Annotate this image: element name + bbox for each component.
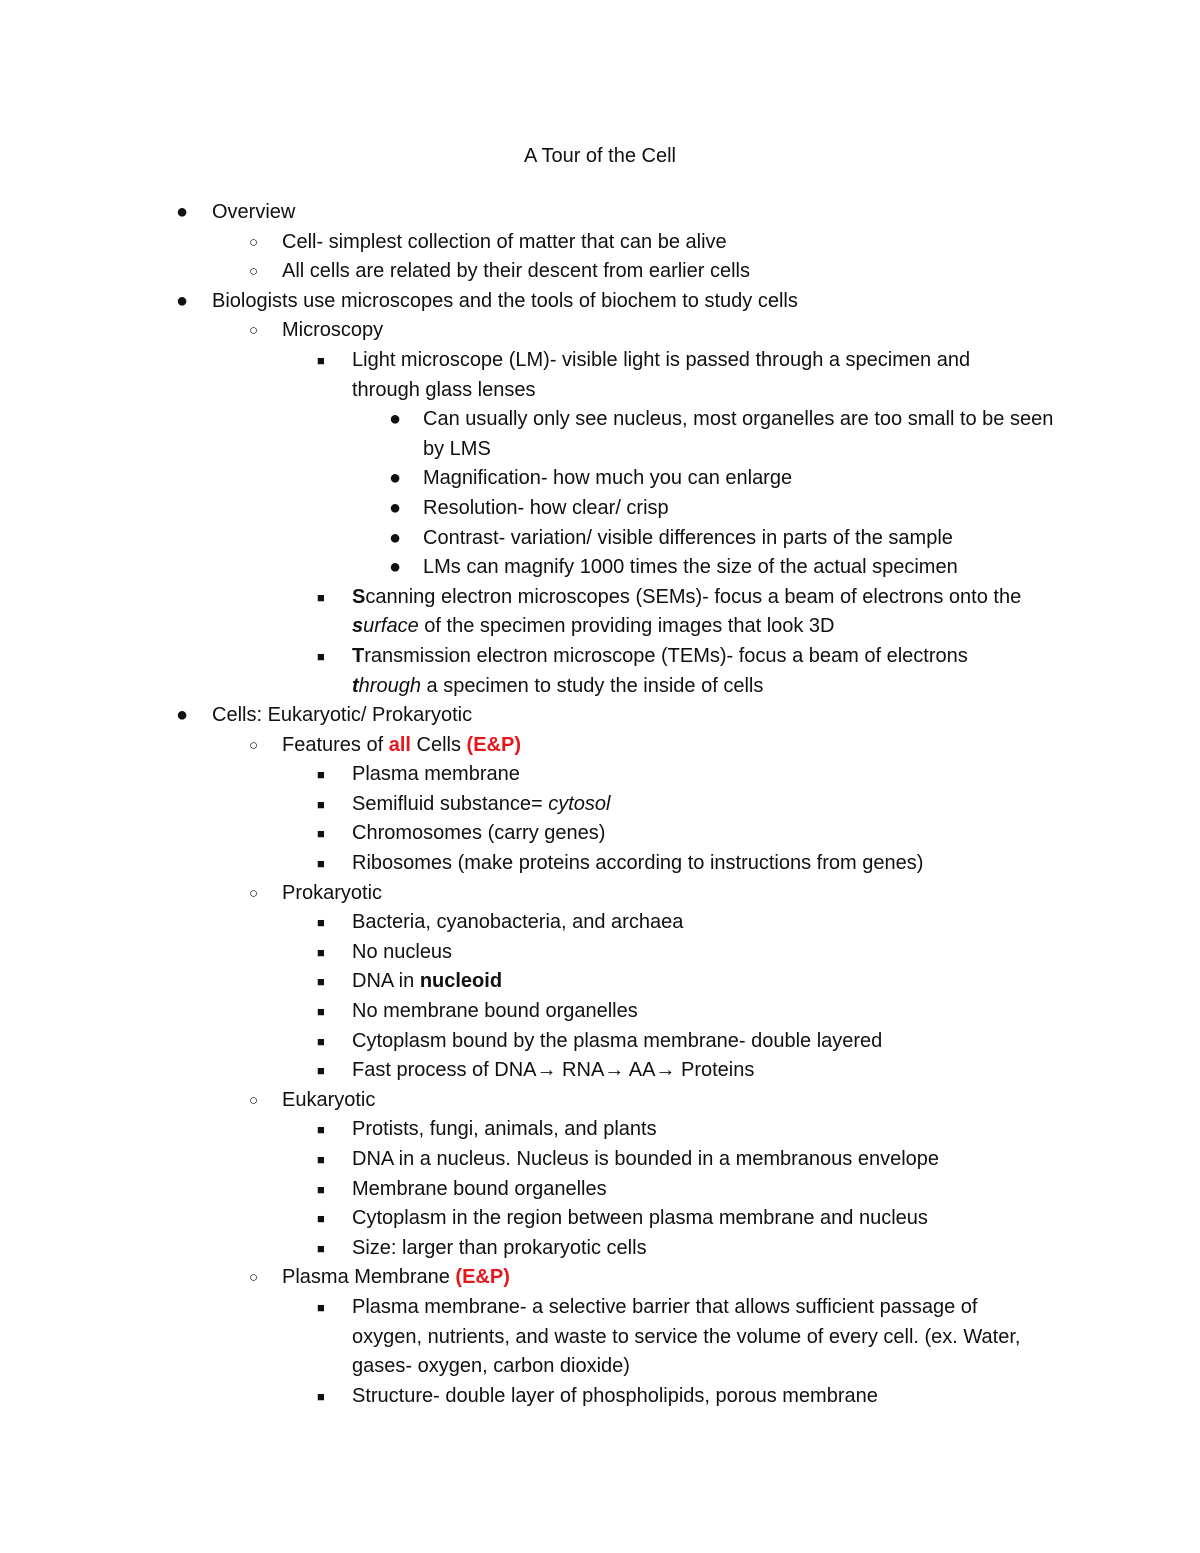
list-text: No membrane bound organelles	[352, 1000, 638, 1023]
list-item	[0, 908, 1200, 938]
list-text: Membrane bound organelles	[352, 1177, 607, 1200]
list-text: Magnification- how much you can enlarge	[423, 467, 793, 490]
hollow-bullet-icon: ○	[249, 1091, 259, 1109]
hollow-bullet-icon: ○	[249, 736, 259, 754]
ep-tag: (E&P)	[466, 733, 521, 756]
emphasis-initial: t	[352, 674, 359, 697]
list-item	[0, 1382, 1200, 1412]
square-bullet-icon: ■	[317, 1388, 325, 1404]
subsection-heading: Microscopy	[282, 319, 384, 342]
text-run: Cells	[410, 733, 467, 756]
emphasis-initial: s	[352, 615, 364, 638]
list-item	[0, 464, 1200, 494]
list-item	[0, 583, 1200, 642]
list-item	[0, 997, 1200, 1027]
emphasis-text: hrough	[358, 674, 421, 697]
list-text: Cell- simplest collection of matter that can be alive	[282, 230, 727, 253]
outline	[0, 198, 1200, 1411]
square-bullet-icon: ■	[317, 1152, 325, 1167]
list-item	[0, 1175, 1200, 1205]
ep-tag: (E&P)	[455, 1266, 510, 1289]
list-item	[0, 287, 1200, 317]
list-item	[0, 494, 1200, 524]
text-run: DNA in	[352, 970, 420, 993]
square-bullet-icon: ■	[317, 915, 325, 931]
text-run: Semifluid substance=	[352, 792, 549, 815]
list-item	[0, 1086, 1200, 1116]
bullet-icon: ●	[389, 408, 402, 431]
subsection-heading: Eukaryotic	[282, 1088, 376, 1111]
bullet-icon: ●	[389, 556, 402, 579]
list-item	[0, 701, 1200, 731]
list-item	[0, 524, 1200, 554]
text-run: Plasma Membrane	[282, 1266, 456, 1289]
bullet-icon: ●	[176, 289, 189, 312]
list-item	[0, 849, 1200, 879]
list-item	[0, 198, 1200, 228]
list-text: Fast process of DNA→ RNA→ AA→ Proteins	[352, 1059, 755, 1082]
list-item	[0, 405, 1200, 464]
square-bullet-icon: ■	[317, 1122, 325, 1138]
initial-letter: T	[352, 644, 365, 667]
list-text: Ribosomes (make proteins according to instructions from genes)	[352, 852, 924, 875]
square-bullet-icon: ■	[317, 1033, 325, 1049]
list-text: Cytoplasm in the region between plasma membrane and nucleus	[352, 1207, 928, 1230]
list-item	[0, 642, 1200, 701]
list-text	[352, 967, 1042, 997]
text-run: a specimen to study the inside of cells	[420, 674, 764, 697]
square-bullet-icon: ■	[317, 648, 325, 664]
list-text: All cells are related by their descent from earlier cells	[282, 260, 750, 283]
hollow-bullet-icon: ○	[249, 322, 259, 340]
list-text: Protists, fungi, animals, and plants	[352, 1118, 657, 1141]
list-item	[0, 819, 1200, 849]
list-text	[352, 583, 1042, 642]
list-item	[0, 1204, 1200, 1234]
list-text: Light microscope (LM)- visible light is passed through a specimen and through glass lenses	[352, 348, 971, 401]
bullet-icon: ●	[389, 467, 402, 490]
list-item	[0, 879, 1200, 909]
hollow-bullet-icon: ○	[249, 233, 259, 251]
list-text: Can usually only see nucleus, most organelles are too small to be seen by LMS	[423, 408, 1054, 460]
text-run: Features of	[282, 733, 389, 756]
square-bullet-icon: ■	[317, 1181, 325, 1197]
subsection-heading	[282, 731, 1200, 761]
text-run: ransmission electron microscope (TEMs)- focus a beam of electrons	[364, 644, 968, 667]
list-text: No nucleus	[352, 940, 453, 963]
list-item	[0, 1234, 1200, 1264]
list-text: LMs can magnify 1000 times the size of the actual specimen	[423, 556, 958, 579]
page-title: A Tour of the Cell	[524, 145, 676, 167]
square-bullet-icon: ■	[317, 944, 325, 960]
section-heading: Cells: Eukaryotic/ Prokaryotic	[212, 704, 473, 727]
list-item	[0, 346, 1200, 405]
square-bullet-icon: ■	[317, 974, 325, 990]
list-item	[0, 1056, 1200, 1086]
subsection-heading: Prokaryotic	[282, 881, 383, 904]
list-text: Plasma membrane- a selective barrier that allows sufficient passage of oxygen, nutrients, and waste to service the volume of every cell. (ex. Water, gases- oxygen, carbon dioxide)	[352, 1295, 1021, 1378]
text-run: canning electron microscopes (SEMs)- focus a beam of electrons onto the	[365, 585, 1022, 608]
bullet-icon: ●	[389, 496, 402, 519]
list-item	[0, 1027, 1200, 1057]
list-item	[0, 228, 1200, 258]
square-bullet-icon: ■	[317, 1211, 325, 1227]
square-bullet-icon: ■	[317, 767, 325, 783]
bullet-icon: ●	[176, 201, 189, 223]
text-run: of the specimen providing images that look 3D	[418, 615, 835, 638]
list-item	[0, 316, 1200, 346]
list-text	[352, 642, 1042, 701]
square-bullet-icon: ■	[317, 589, 325, 605]
initial-letter: S	[352, 585, 366, 608]
list-text: Structure- double layer of phospholipids, porous membrane	[352, 1384, 878, 1407]
square-bullet-icon: ■	[317, 352, 325, 368]
list-item	[0, 1145, 1200, 1175]
list-text: Bacteria, cyanobacteria, and archaea	[352, 911, 684, 934]
list-item	[0, 731, 1200, 761]
list-text: Resolution- how clear/ crisp	[423, 496, 669, 519]
emphasis-text: urface	[363, 615, 419, 638]
list-text: Plasma membrane	[352, 763, 520, 786]
list-item	[0, 1263, 1200, 1293]
list-text: Cytoplasm bound by the plasma membrane- double layered	[352, 1029, 883, 1052]
hollow-bullet-icon: ○	[249, 263, 259, 281]
hollow-bullet-icon: ○	[249, 1269, 259, 1287]
bullet-icon: ●	[176, 704, 189, 727]
list-text	[352, 790, 1042, 820]
bold-term: nucleoid	[419, 970, 503, 993]
list-item	[0, 790, 1200, 820]
list-item	[0, 553, 1200, 583]
list-item	[0, 257, 1200, 287]
section-heading: Overview	[212, 201, 296, 223]
hollow-bullet-icon: ○	[249, 884, 259, 902]
square-bullet-icon: ■	[317, 856, 325, 872]
list-text: DNA in a nucleus. Nucleus is bounded in a membranous envelope	[352, 1148, 940, 1170]
list-item	[0, 938, 1200, 968]
square-bullet-icon: ■	[317, 1240, 325, 1256]
list-item	[0, 760, 1200, 790]
square-bullet-icon: ■	[317, 1004, 325, 1020]
section-heading: Biologists use microscopes and the tools of biochem to study cells	[212, 289, 798, 312]
subsection-heading	[282, 1263, 1200, 1293]
list-item	[0, 1293, 1200, 1382]
square-bullet-icon: ■	[317, 1063, 325, 1079]
list-text: Size: larger than prokaryotic cells	[352, 1236, 647, 1259]
bullet-icon: ●	[389, 526, 402, 549]
list-item	[0, 1115, 1200, 1145]
emphasis-text: cytosol	[548, 792, 611, 815]
square-bullet-icon: ■	[317, 796, 325, 812]
square-bullet-icon: ■	[317, 826, 325, 842]
list-item	[0, 967, 1200, 997]
highlight-all: all	[388, 733, 411, 756]
list-text: Chromosomes (carry genes)	[352, 822, 606, 845]
square-bullet-icon: ■	[317, 1299, 325, 1315]
list-text: Contrast- variation/ visible differences in parts of the sample	[423, 526, 953, 549]
